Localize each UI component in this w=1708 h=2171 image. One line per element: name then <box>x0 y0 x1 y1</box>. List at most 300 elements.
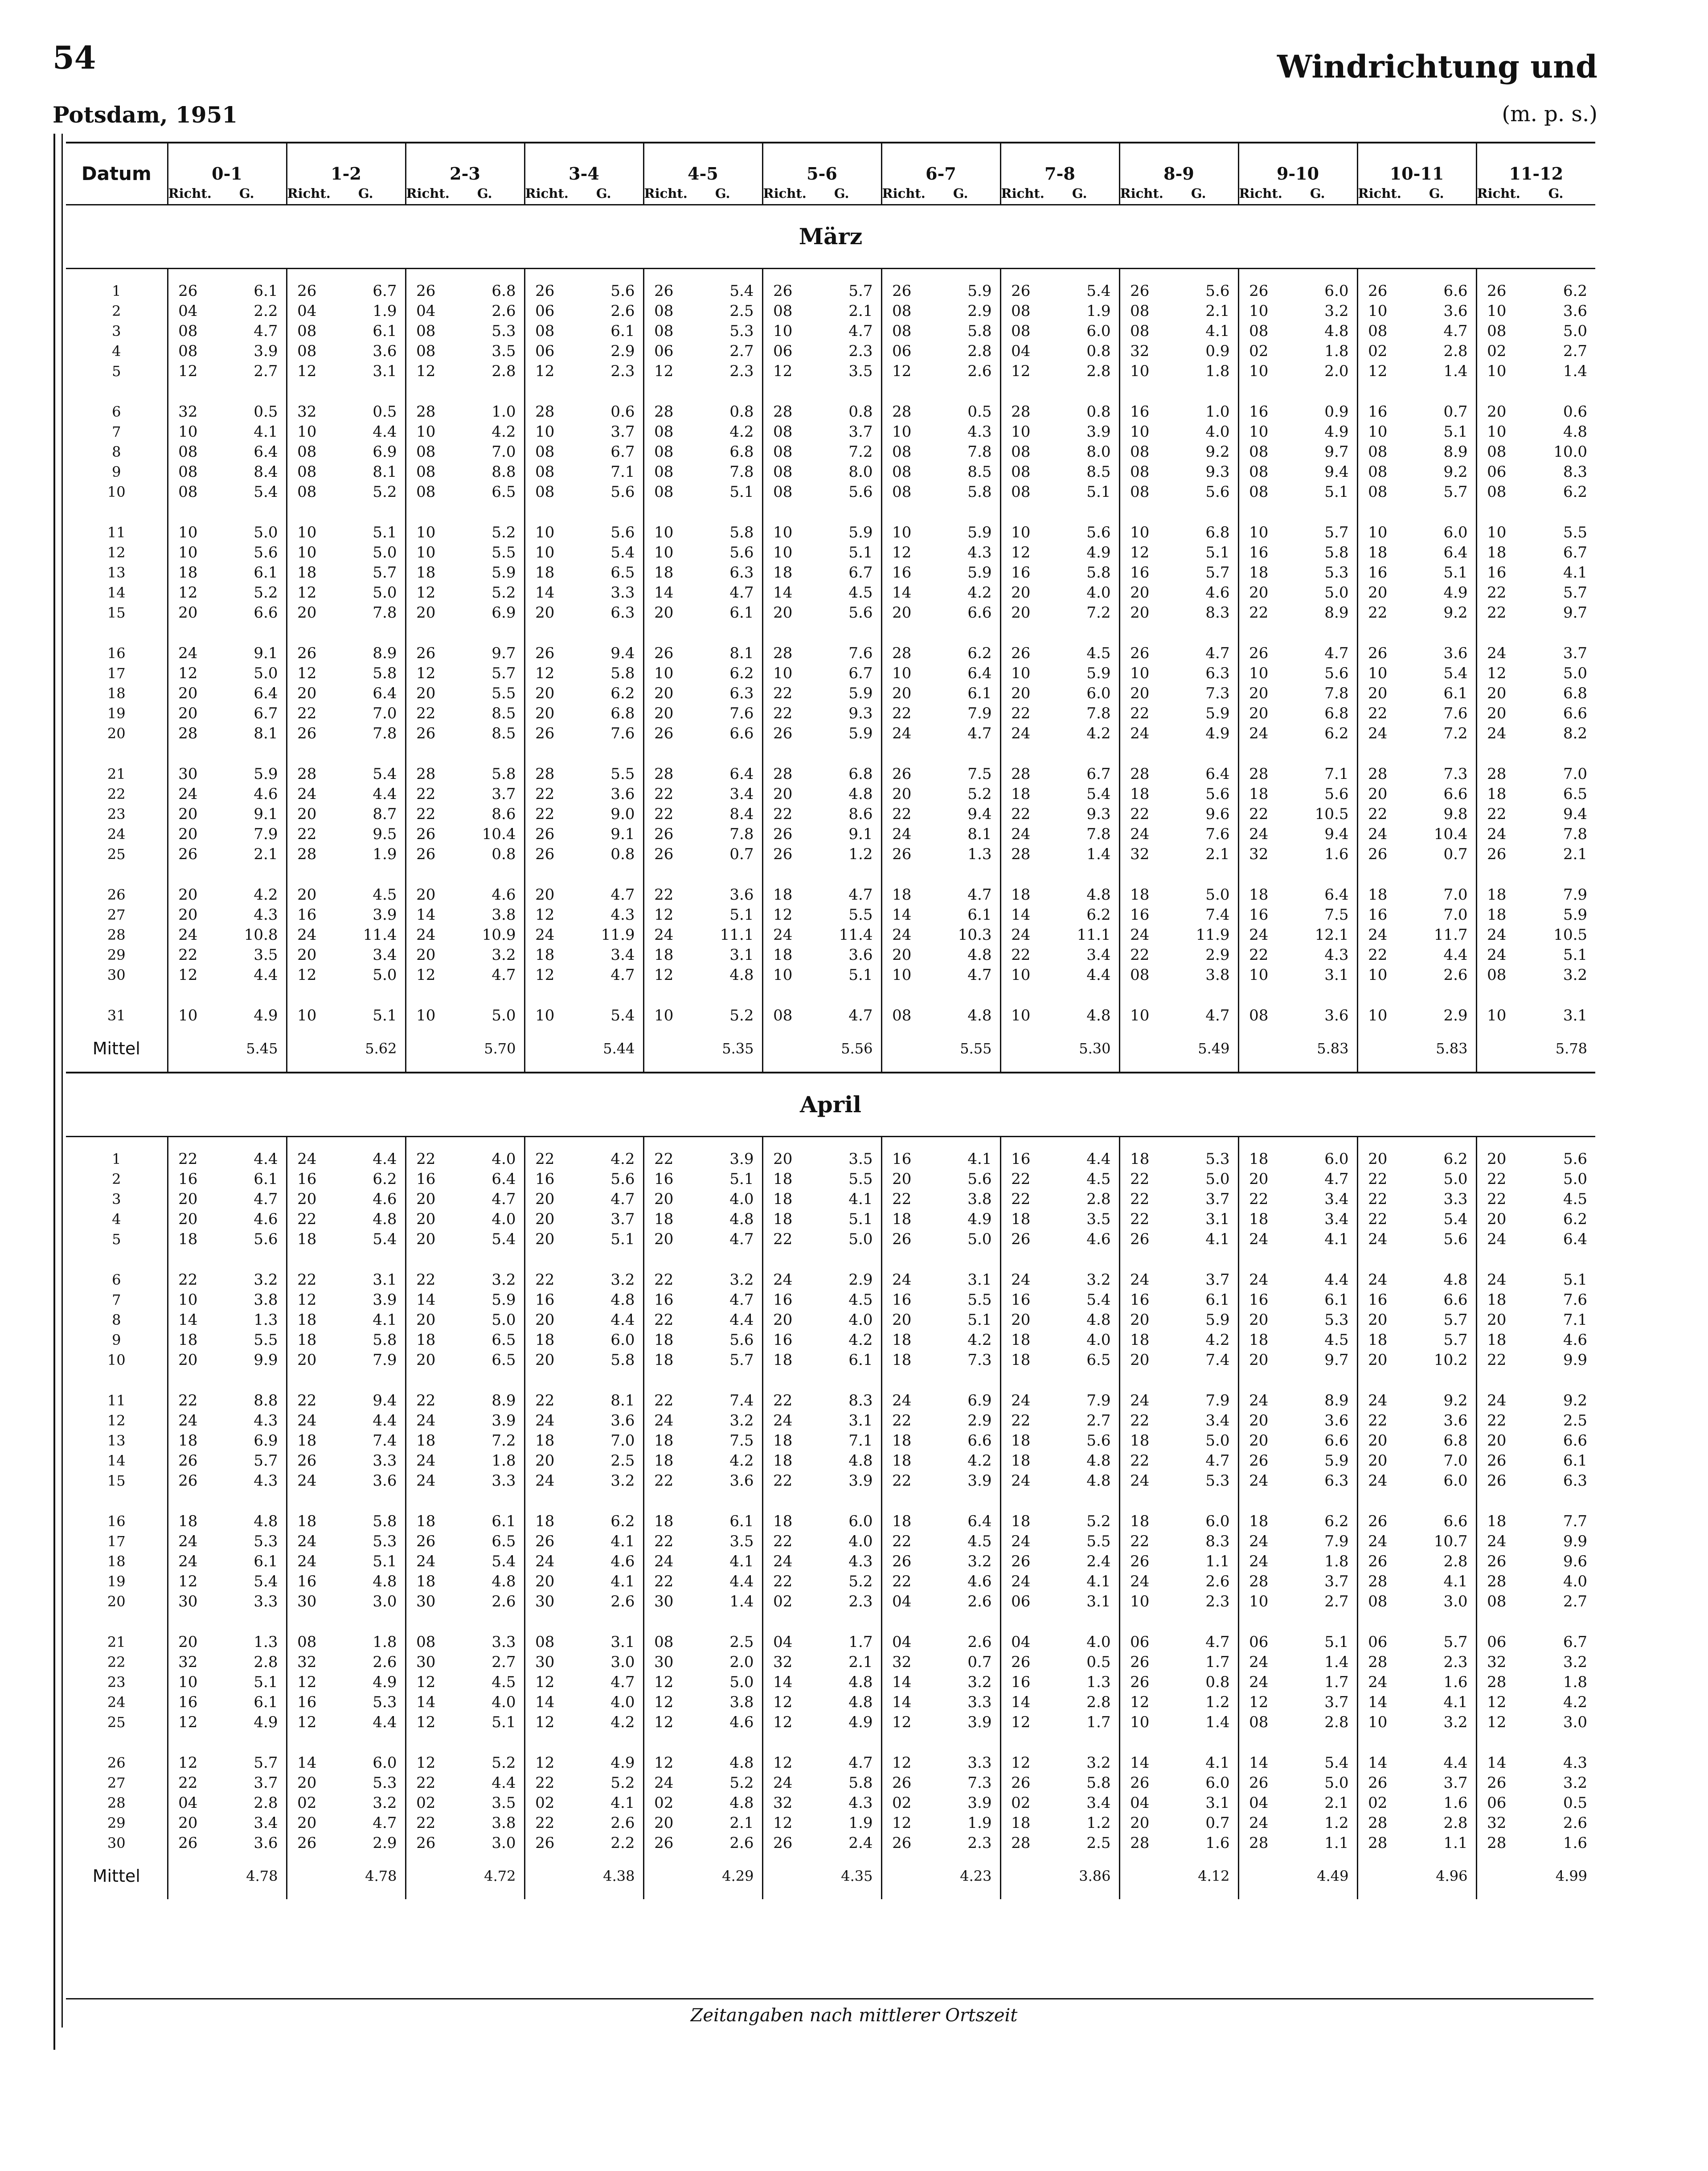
wind-speed-cell: 6.2 <box>1563 282 1588 300</box>
wind-speed-cell: 4.8 <box>1443 1270 1468 1289</box>
wind-speed-cell: 4.1 <box>1443 1572 1468 1590</box>
wind-speed-cell: 7.4 <box>1205 905 1230 924</box>
wind-speed-cell: 6.4 <box>492 1170 516 1188</box>
wind-speed-cell: 4.8 <box>848 785 873 803</box>
wind-direction-cell: 22 <box>1238 804 1278 824</box>
wind-speed-cell: 4.1 <box>373 1311 397 1329</box>
wind-speed-cell: 7.3 <box>1205 684 1230 702</box>
wind-speed-cell: 3.9 <box>967 1794 992 1812</box>
wind-speed-cell: 5.9 <box>848 523 873 541</box>
wind-speed-cell: 4.7 <box>492 966 516 984</box>
wind-speed-cell: 4.1 <box>1443 1693 1468 1711</box>
wind-direction-cell: 12 <box>881 1813 922 1833</box>
richt-header: Richt. <box>1357 184 1397 205</box>
wind-speed-cell: 8.9 <box>373 644 397 662</box>
wind-speed-cell: 4.8 <box>1324 322 1349 340</box>
wind-speed-cell: 4.1 <box>1563 563 1588 582</box>
wind-speed-cell: 3.4 <box>1205 1411 1230 1430</box>
richt-header: Richt. <box>643 184 684 205</box>
wind-speed-cell: 9.8 <box>1443 805 1468 823</box>
wind-direction-cell: 22 <box>1476 1350 1516 1370</box>
wind-direction-cell: 08 <box>643 321 684 341</box>
wind-speed-cell: 3.7 <box>1563 644 1588 662</box>
wind-direction-cell: 12 <box>524 1712 565 1732</box>
wind-direction-cell: 04 <box>1238 1793 1278 1813</box>
day-number: 9 <box>66 1330 168 1350</box>
mittel-value: 4.72 <box>484 1868 516 1884</box>
wind-direction-cell: 12 <box>643 361 684 381</box>
wind-speed-cell: 1.6 <box>1205 1834 1230 1852</box>
mittel-value: 5.78 <box>1555 1040 1588 1057</box>
wind-speed-cell: 3.2 <box>373 1794 397 1812</box>
day-number: 31 <box>66 985 168 1025</box>
wind-direction-cell: 32 <box>762 1652 803 1672</box>
wind-speed-cell: 6.7 <box>1086 765 1111 783</box>
day-row <box>66 301 1595 321</box>
wind-speed-cell: 1.2 <box>1205 1693 1230 1711</box>
g-header: G. <box>208 184 287 205</box>
wind-direction-cell: 04 <box>881 1611 922 1652</box>
wind-speed-cell: 2.1 <box>1205 845 1230 863</box>
wind-speed-cell: 5.6 <box>1086 1431 1111 1450</box>
wind-direction-cell: 24 <box>287 925 327 945</box>
richt-header: Richt. <box>405 184 446 205</box>
day-number: 7 <box>66 1290 168 1310</box>
wind-direction-cell: 24 <box>287 784 327 804</box>
wind-direction-cell: 20 <box>524 602 565 623</box>
wind-direction-cell: 02 <box>881 1793 922 1813</box>
wind-speed-cell: 6.3 <box>1563 1471 1588 1490</box>
wind-direction-cell: 06 <box>524 301 565 321</box>
table-bottom-rule <box>66 1998 1593 1999</box>
wind-speed-cell: 1.2 <box>848 845 873 863</box>
spacer-cell <box>1000 1137 1040 1149</box>
wind-direction-cell: 10 <box>1357 663 1397 683</box>
wind-direction-cell: 16 <box>1238 542 1278 562</box>
wind-speed-cell: 4.6 <box>492 885 516 904</box>
wind-speed-cell: 6.3 <box>729 563 754 582</box>
wind-speed-cell: 5.4 <box>254 483 278 501</box>
wind-direction-cell: 12 <box>287 1672 327 1692</box>
wind-speed-cell: 6.1 <box>492 1512 516 1530</box>
wind-direction-cell: 20 <box>1119 1813 1159 1833</box>
wind-speed-cell: 8.9 <box>1443 442 1468 461</box>
mittel-empty-cell <box>287 1025 327 1073</box>
wind-speed-cell: 9.7 <box>1324 442 1349 461</box>
wind-speed-cell: 9.6 <box>1205 805 1230 823</box>
mittel-value: 4.29 <box>722 1868 754 1884</box>
wind-direction-cell: 08 <box>405 341 446 361</box>
wind-direction-cell: 18 <box>1476 905 1516 925</box>
g-header: G. <box>922 184 1000 205</box>
wind-direction-cell: 28 <box>1476 1833 1516 1853</box>
wind-direction-cell: 32 <box>1238 844 1278 864</box>
wind-speed-cell: 9.1 <box>848 825 873 843</box>
wind-direction-cell: 22 <box>643 864 684 905</box>
g-header: G. <box>1516 184 1595 205</box>
wind-speed-cell: 2.8 <box>1443 1814 1468 1832</box>
wind-speed-cell: 3.4 <box>373 946 397 964</box>
wind-direction-cell: 06 <box>1476 1611 1516 1652</box>
wind-speed-cell: 6.5 <box>1086 1351 1111 1369</box>
wind-direction-cell: 08 <box>1238 442 1278 462</box>
day-row <box>66 1813 1595 1833</box>
wind-speed-cell: 11.4 <box>363 926 397 944</box>
wind-speed-cell: 4.9 <box>1086 543 1111 561</box>
wind-direction-cell: 24 <box>762 1410 803 1430</box>
wind-speed-cell: 1.3 <box>967 845 992 863</box>
wind-speed-cell: 6.1 <box>848 1351 873 1369</box>
hour-header: 9-10 <box>1238 143 1357 184</box>
wind-direction-cell: 10 <box>643 985 684 1025</box>
wind-speed-cell: 2.0 <box>1324 362 1349 380</box>
wind-direction-cell: 12 <box>1000 1712 1040 1732</box>
wind-speed-cell: 6.6 <box>1443 1290 1468 1309</box>
spacer-cell <box>446 269 524 281</box>
wind-direction-cell: 26 <box>643 824 684 844</box>
wind-speed-cell: 5.7 <box>1443 1331 1468 1349</box>
wind-direction-cell: 22 <box>1238 945 1278 965</box>
wind-speed-cell: 10.3 <box>958 926 992 944</box>
wind-direction-cell: 14 <box>762 582 803 602</box>
day-number: 20 <box>66 1591 168 1611</box>
spacer-cell <box>405 1137 446 1149</box>
wind-speed-cell: 5.4 <box>1443 1210 1468 1228</box>
wind-speed-cell: 4.4 <box>373 422 397 441</box>
wind-speed-cell: 4.5 <box>1563 1190 1588 1208</box>
wind-speed-cell: 4.0 <box>1086 583 1111 602</box>
wind-direction-cell: 20 <box>524 1189 565 1209</box>
wind-direction-cell: 18 <box>762 864 803 905</box>
wind-speed-cell: 5.2 <box>848 1572 873 1590</box>
wind-speed-cell: 6.1 <box>610 322 635 340</box>
wind-direction-cell: 24 <box>1476 1249 1516 1290</box>
wind-speed-cell: 7.6 <box>848 644 873 662</box>
wind-direction-cell: 08 <box>287 321 327 341</box>
wind-speed-cell: 2.6 <box>492 1592 516 1610</box>
wind-speed-cell: 0.8 <box>1086 342 1111 360</box>
wind-speed-cell: 5.6 <box>729 543 754 561</box>
wind-direction-cell: 22 <box>1000 804 1040 824</box>
wind-direction-cell: 10 <box>524 422 565 442</box>
wind-speed-cell: 5.1 <box>373 523 397 541</box>
wind-speed-cell: 5.7 <box>729 1351 754 1369</box>
wind-speed-cell: 10.7 <box>1434 1532 1468 1550</box>
day-row <box>66 1249 1595 1290</box>
wind-speed-cell: 4.3 <box>610 905 635 924</box>
wind-speed-cell: 4.1 <box>610 1794 635 1812</box>
day-row <box>66 925 1595 945</box>
wind-direction-cell: 20 <box>1238 703 1278 723</box>
wind-speed-cell: 4.8 <box>729 1794 754 1812</box>
wind-direction-cell: 26 <box>1476 281 1516 301</box>
wind-direction-cell: 18 <box>1119 1330 1159 1350</box>
mittel-empty-cell <box>881 1853 922 1899</box>
wind-direction-cell: 22 <box>287 1209 327 1229</box>
wind-speed-cell: 2.3 <box>610 362 635 380</box>
wind-direction-cell: 10 <box>168 1290 208 1310</box>
wind-speed-cell: 3.1 <box>610 1633 635 1651</box>
wind-direction-cell: 10 <box>287 985 327 1025</box>
wind-speed-cell: 4.1 <box>1205 1230 1230 1248</box>
wind-speed-cell: 5.1 <box>1563 1270 1588 1289</box>
wind-direction-cell: 08 <box>1238 482 1278 502</box>
wind-speed-cell: 3.2 <box>1324 302 1349 320</box>
wind-speed-cell: 5.8 <box>373 1512 397 1530</box>
wind-speed-cell: 2.3 <box>848 342 873 360</box>
wind-speed-cell: 3.7 <box>610 422 635 441</box>
wind-direction-cell: 24 <box>1357 1531 1397 1551</box>
wind-direction-cell: 14 <box>1000 1692 1040 1712</box>
wind-speed-cell: 2.9 <box>1443 1006 1468 1024</box>
wind-speed-cell: 3.9 <box>967 1471 992 1490</box>
wind-speed-cell: 6.1 <box>1443 684 1468 702</box>
wind-speed-cell: 6.1 <box>254 1170 278 1188</box>
wind-speed-cell: 1.2 <box>1324 1814 1349 1832</box>
wind-direction-cell: 24 <box>1000 1471 1040 1491</box>
wind-direction-cell: 02 <box>1357 1793 1397 1813</box>
day-number: 4 <box>66 341 168 361</box>
wind-direction-cell: 28 <box>881 623 922 663</box>
wind-speed-cell: 5.8 <box>848 1774 873 1792</box>
wind-speed-cell: 4.1 <box>1086 1572 1111 1590</box>
wind-direction-cell: 22 <box>524 804 565 824</box>
wind-speed-cell: 5.7 <box>254 1753 278 1772</box>
day-number: 20 <box>66 723 168 743</box>
wind-speed-cell: 4.2 <box>729 1451 754 1470</box>
wind-speed-cell: 5.0 <box>254 523 278 541</box>
wind-direction-cell: 20 <box>405 1209 446 1229</box>
spacer-cell <box>565 1137 643 1149</box>
wind-direction-cell: 22 <box>1119 1189 1159 1209</box>
wind-speed-cell: 7.7 <box>1563 1512 1588 1530</box>
wind-speed-cell: 5.3 <box>373 1774 397 1792</box>
wind-direction-cell: 08 <box>405 482 446 502</box>
wind-direction-cell: 24 <box>1000 1249 1040 1290</box>
wind-speed-cell: 3.3 <box>492 1633 516 1651</box>
wind-direction-cell: 24 <box>1000 925 1040 945</box>
wind-direction-cell: 18 <box>1476 542 1516 562</box>
wind-direction-cell: 18 <box>1000 1813 1040 1833</box>
wind-direction-cell: 24 <box>524 925 565 945</box>
wind-direction-cell: 18 <box>762 945 803 965</box>
wind-speed-cell: 6.0 <box>1324 282 1349 300</box>
mittel-empty-cell <box>524 1853 565 1899</box>
wind-speed-cell: 4.5 <box>1086 1170 1111 1188</box>
wind-direction-cell: 12 <box>762 1712 803 1732</box>
wind-direction-cell: 26 <box>524 723 565 743</box>
wind-direction-cell: 12 <box>1476 1692 1516 1712</box>
wind-direction-cell: 04 <box>881 1591 922 1611</box>
wind-direction-cell: 20 <box>1238 1410 1278 1430</box>
wind-speed-cell: 5.4 <box>492 1552 516 1570</box>
wind-direction-cell: 04 <box>287 301 327 321</box>
wind-speed-cell: 5.4 <box>610 543 635 561</box>
wind-speed-cell: 8.4 <box>729 805 754 823</box>
wind-speed-cell: 5.2 <box>729 1774 754 1792</box>
wind-speed-cell: 1.0 <box>492 402 516 421</box>
richt-header: Richt. <box>881 184 922 205</box>
wind-speed-cell: 3.9 <box>848 1471 873 1490</box>
hour-header: 6-7 <box>881 143 1000 184</box>
wind-speed-cell: 2.8 <box>1324 1713 1349 1731</box>
wind-direction-cell: 20 <box>881 1169 922 1189</box>
wind-direction-cell: 12 <box>168 1732 208 1773</box>
wind-speed-cell: 2.5 <box>1086 1834 1111 1852</box>
wind-speed-cell: 4.0 <box>1086 1331 1111 1349</box>
wind-speed-cell: 8.3 <box>848 1391 873 1409</box>
wind-speed-cell: 8.1 <box>254 724 278 742</box>
wind-speed-cell: 8.7 <box>373 805 397 823</box>
wind-speed-cell: 8.9 <box>492 1391 516 1409</box>
wind-direction-cell: 22 <box>168 945 208 965</box>
wind-speed-cell: 5.5 <box>1563 523 1588 541</box>
wind-speed-cell: 5.5 <box>254 1331 278 1349</box>
wind-speed-cell: 5.6 <box>1443 1230 1468 1248</box>
wind-direction-cell: 10 <box>1119 361 1159 381</box>
wind-direction-cell: 14 <box>405 1290 446 1310</box>
wind-speed-cell: 8.1 <box>967 825 992 843</box>
wind-direction-cell: 08 <box>287 442 327 462</box>
wind-speed-cell: 5.9 <box>1086 664 1111 682</box>
wind-speed-cell: 7.9 <box>373 1351 397 1369</box>
wind-direction-cell: 10 <box>1357 301 1397 321</box>
day-row <box>66 562 1595 582</box>
wind-speed-cell: 1.6 <box>1563 1834 1588 1852</box>
wind-speed-cell: 1.8 <box>1205 362 1230 380</box>
wind-speed-cell: 1.3 <box>254 1311 278 1329</box>
wind-direction-cell: 22 <box>287 1370 327 1410</box>
day-row <box>66 381 1595 422</box>
day-number: 10 <box>66 482 168 502</box>
day-row <box>66 1551 1595 1571</box>
wind-speed-cell: 9.1 <box>610 825 635 843</box>
wind-speed-cell: 6.1 <box>1205 1290 1230 1309</box>
mittel-empty-cell <box>1357 1853 1397 1899</box>
wind-speed-cell: 9.7 <box>492 644 516 662</box>
mittel-value: 5.44 <box>603 1040 635 1057</box>
wind-speed-cell: 9.1 <box>254 805 278 823</box>
wind-direction-cell: 16 <box>1238 1290 1278 1310</box>
wind-direction-cell: 10 <box>1119 502 1159 542</box>
wind-direction-cell: 08 <box>1476 965 1516 985</box>
wind-direction-cell: 24 <box>1238 1531 1278 1551</box>
wind-speed-cell: 5.0 <box>373 583 397 602</box>
day-row <box>66 1169 1595 1189</box>
wind-speed-cell: 7.0 <box>1443 905 1468 924</box>
wind-direction-cell: 22 <box>1357 945 1397 965</box>
wind-speed-cell: 4.9 <box>373 1673 397 1691</box>
wind-speed-cell: 6.9 <box>373 442 397 461</box>
wind-speed-cell: 6.1 <box>254 282 278 300</box>
wind-speed-cell: 6.1 <box>254 1693 278 1711</box>
wind-speed-cell: 4.0 <box>1563 1572 1588 1590</box>
wind-speed-cell: 5.0 <box>848 1230 873 1248</box>
wind-speed-cell: 6.2 <box>1324 724 1349 742</box>
mittel-empty-cell <box>643 1853 684 1899</box>
spacer-cell <box>1397 1137 1476 1149</box>
day-number: 19 <box>66 703 168 723</box>
wind-speed-cell: 7.2 <box>848 442 873 461</box>
day-number: 27 <box>66 1773 168 1793</box>
wind-speed-cell: 7.8 <box>373 724 397 742</box>
wind-direction-cell: 26 <box>524 1833 565 1853</box>
wind-speed-cell: 4.5 <box>492 1673 516 1691</box>
wind-speed-cell: 4.8 <box>1563 422 1588 441</box>
wind-speed-cell: 6.1 <box>729 1512 754 1530</box>
wind-direction-cell: 04 <box>762 1611 803 1652</box>
wind-speed-cell: 4.2 <box>610 1150 635 1168</box>
wind-direction-cell: 22 <box>1476 1189 1516 1209</box>
mittel-value: 4.12 <box>1198 1868 1230 1884</box>
wind-direction-cell: 08 <box>168 442 208 462</box>
wind-speed-cell: 5.1 <box>610 1230 635 1248</box>
wind-speed-cell: 5.0 <box>1443 1170 1468 1188</box>
wind-direction-cell: 16 <box>643 1169 684 1189</box>
wind-speed-cell: 2.8 <box>254 1794 278 1812</box>
spacer-cell <box>1357 1137 1397 1149</box>
day-number: 30 <box>66 1833 168 1853</box>
day-row <box>66 341 1595 361</box>
wind-direction-cell: 26 <box>168 1833 208 1853</box>
wind-speed-cell: 6.7 <box>373 282 397 300</box>
wind-direction-cell: 10 <box>1357 965 1397 985</box>
day-row <box>66 804 1595 824</box>
wind-direction-cell: 08 <box>1119 462 1159 482</box>
day-number: 5 <box>66 1229 168 1249</box>
wind-speed-cell: 5.0 <box>1563 664 1588 682</box>
wind-direction-cell: 18 <box>643 1491 684 1531</box>
day-row <box>66 1712 1595 1732</box>
wind-speed-cell: 0.7 <box>1443 402 1468 421</box>
wind-speed-cell: 2.6 <box>1563 1814 1588 1832</box>
wind-direction-cell: 08 <box>1357 482 1397 502</box>
wind-direction-cell: 28 <box>405 381 446 422</box>
day-row <box>66 844 1595 864</box>
wind-direction-cell: 24 <box>881 723 922 743</box>
wind-speed-cell: 6.0 <box>1086 322 1111 340</box>
day-number: 17 <box>66 1531 168 1551</box>
wind-direction-cell: 28 <box>1476 1571 1516 1591</box>
wind-speed-cell: 2.6 <box>610 1814 635 1832</box>
wind-direction-cell: 08 <box>1357 1591 1397 1611</box>
spacer-cell <box>446 1137 524 1149</box>
wind-direction-cell: 10 <box>643 663 684 683</box>
wind-speed-cell: 7.8 <box>1324 684 1349 702</box>
wind-speed-cell: 3.5 <box>848 362 873 380</box>
wind-direction-cell: 24 <box>1238 1370 1278 1410</box>
wind-speed-cell: 5.8 <box>610 664 635 682</box>
wind-speed-cell: 4.8 <box>729 966 754 984</box>
wind-speed-cell: 3.0 <box>610 1653 635 1671</box>
mittel-value: 5.35 <box>722 1040 754 1057</box>
wind-speed-cell: 7.8 <box>967 442 992 461</box>
hour-header: 1-2 <box>287 143 405 184</box>
wind-direction-cell: 12 <box>168 1571 208 1591</box>
wind-direction-cell: 12 <box>287 582 327 602</box>
wind-direction-cell: 26 <box>643 281 684 301</box>
wind-speed-cell: 5.6 <box>254 1230 278 1248</box>
wind-direction-cell: 22 <box>287 1249 327 1290</box>
day-row <box>66 321 1595 341</box>
wind-direction-cell: 08 <box>762 422 803 442</box>
wind-direction-cell: 24 <box>1238 1652 1278 1672</box>
wind-direction-cell: 08 <box>1000 321 1040 341</box>
wind-speed-cell: 5.0 <box>373 543 397 561</box>
wind-speed-cell: 6.0 <box>1443 1471 1468 1490</box>
wind-direction-cell: 08 <box>1238 321 1278 341</box>
wind-direction-cell: 22 <box>1476 804 1516 824</box>
